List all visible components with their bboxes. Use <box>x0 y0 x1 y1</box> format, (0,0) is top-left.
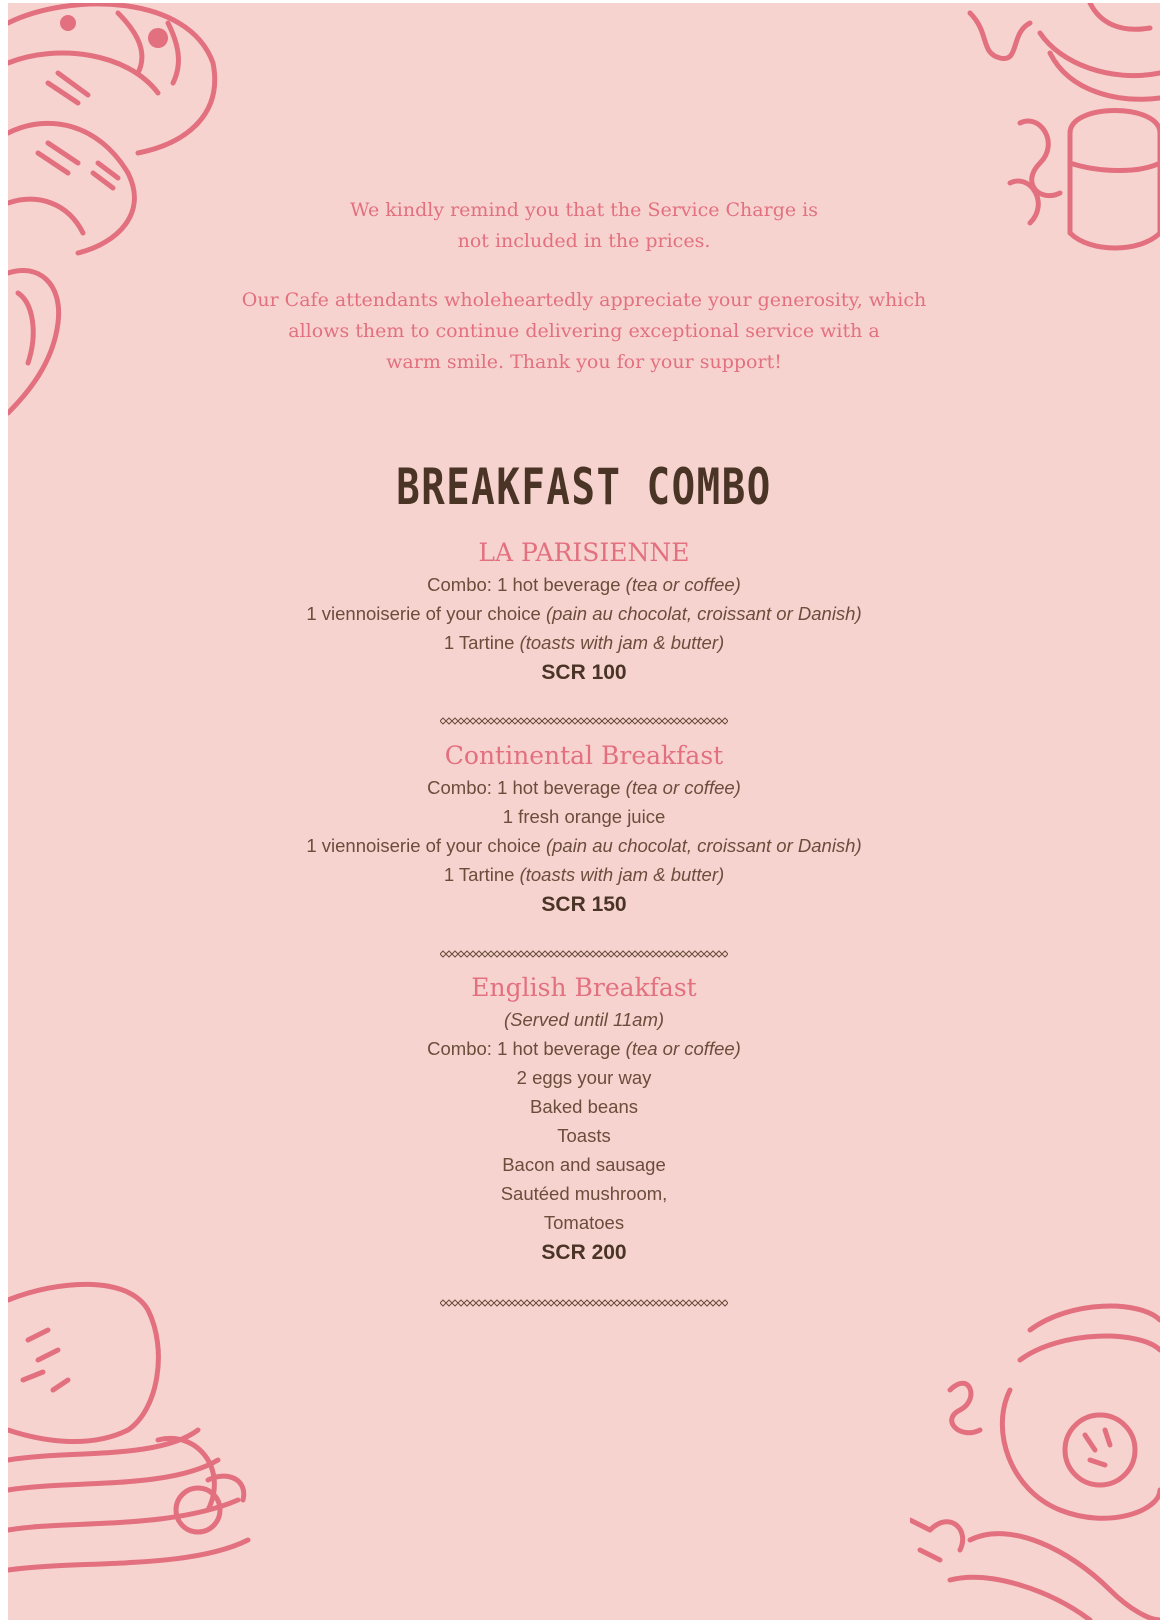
menu-page <box>8 3 1160 1620</box>
notice-line: allows them to continue delivering exceptional service with a <box>288 320 880 342</box>
menu-item-line: Baked beans <box>529 1096 638 1117</box>
zigzag-divider <box>440 949 728 959</box>
menu-item-name: English Breakfast <box>471 973 697 1002</box>
menu-item-price: SCR 100 <box>541 661 627 684</box>
notice-line: Our Cafe attendants wholeheartedly appreciate your generosity, which <box>241 289 927 311</box>
teapot-illustration <box>910 1290 1160 1620</box>
sandwich-illustration <box>8 1280 258 1620</box>
menu-item-name: Continental Breakfast <box>444 741 724 770</box>
menu-item-line: Combo: 1 hot beverage (tea or coffee) <box>427 1038 741 1059</box>
notice-line: warm smile. Thank you for your support! <box>386 351 782 373</box>
menu-item-price: SCR 150 <box>541 893 627 916</box>
menu-item-line: 1 fresh orange juice <box>502 806 666 827</box>
menu-item-line: Sautéed mushroom, <box>500 1183 668 1204</box>
notice-line: We kindly remind you that the Service Charge is <box>350 199 818 221</box>
menu-item-name: LA PARISIENNE <box>478 538 690 567</box>
gratuity-notice <box>8 285 1160 378</box>
menu-item-line: Tomatoes <box>543 1212 625 1233</box>
zigzag-divider <box>440 716 728 726</box>
menu-item-line: (Served until 11am) <box>503 1009 665 1030</box>
menu-item-line: 1 viennoiserie of your choice (pain au chocolat, croissant or Danish) <box>306 603 862 624</box>
menu-item-line: Combo: 1 hot beverage (tea or coffee) <box>427 777 741 798</box>
zigzag-divider <box>440 1298 728 1308</box>
notice-line: not included in the prices. <box>457 230 711 252</box>
menu-item-line: Bacon and sausage <box>502 1154 666 1175</box>
menu-item-line: Toasts <box>557 1125 611 1146</box>
menu-item-line: Combo: 1 hot beverage (tea or coffee) <box>427 574 741 595</box>
menu-item <box>8 536 1160 689</box>
menu-item <box>8 971 1160 1269</box>
menu-item-line: 1 Tartine (toasts with jam & butter) <box>443 864 725 885</box>
page-title: BREAKFAST COMBO <box>396 458 772 516</box>
menu-item <box>8 739 1160 921</box>
menu-item-price: SCR 200 <box>541 1241 627 1264</box>
menu-item-line: 1 viennoiserie of your choice (pain au chocolat, croissant or Danish) <box>306 835 862 856</box>
menu-item-line: 2 eggs your way <box>516 1067 652 1088</box>
service-charge-notice <box>8 195 1160 257</box>
menu-item-line: 1 Tartine (toasts with jam & butter) <box>443 632 725 653</box>
